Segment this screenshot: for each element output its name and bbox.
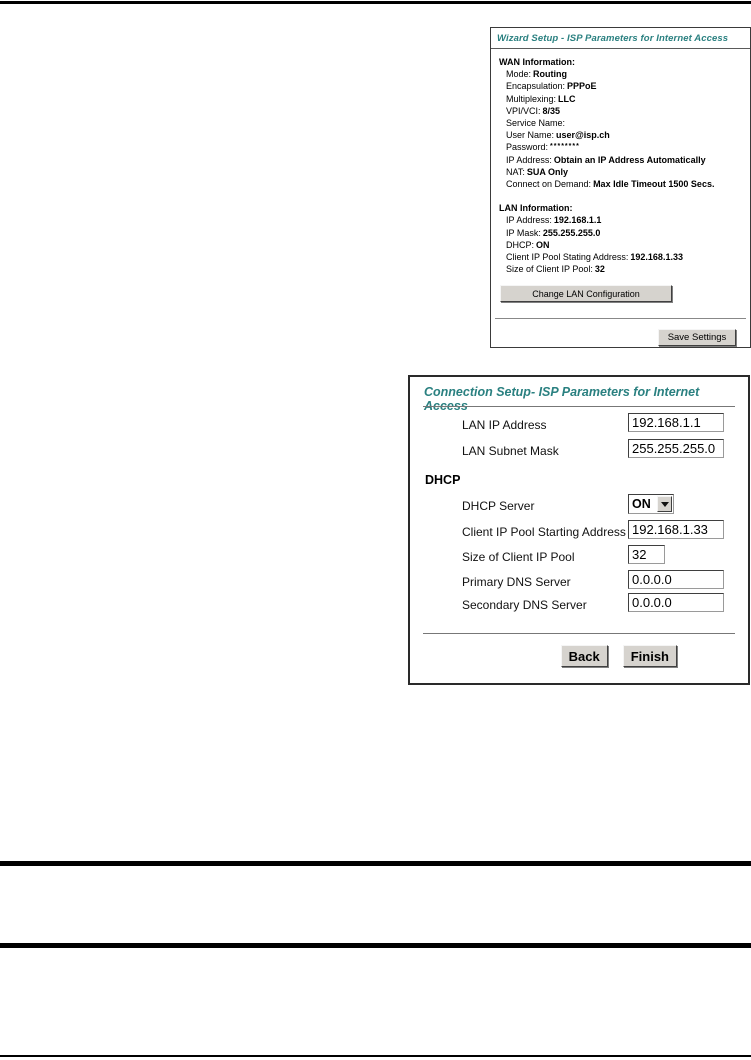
primary-dns-input[interactable]	[628, 570, 724, 589]
dhcp-server-label: DHCP Server	[462, 499, 535, 513]
lan-row-dhcp: DHCP: ON	[506, 239, 550, 250]
wan-row-password: Password: ********	[506, 142, 580, 153]
lan-row-ip-mask: IP Mask: 255.255.255.0	[506, 227, 601, 238]
secondary-dns-input[interactable]	[628, 593, 724, 612]
wan-information-heading: WAN Information:	[499, 57, 575, 67]
lan-ip-address-row	[410, 413, 748, 439]
client-pool-start-row	[410, 520, 748, 546]
lan-information-heading: LAN Information:	[499, 203, 573, 214]
wan-row-service-name: Service Name:	[506, 118, 566, 129]
change-lan-configuration-button[interactable]: Change LAN Configuration	[500, 285, 672, 302]
page-bottom-rule	[0, 1055, 751, 1057]
pool-size-row	[410, 545, 748, 571]
dhcp-server-row	[410, 494, 748, 520]
client-pool-start-label: Client IP Pool Starting Address	[462, 525, 626, 539]
wan-row-connect-on-demand: Connect on Demand: Max Idle Timeout 1500 Secs.	[506, 179, 715, 190]
back-button[interactable]: Back	[561, 645, 608, 667]
wan-row-nat: NAT: SUA Only	[506, 166, 569, 177]
wan-row-ip-address: IP Address: Obtain an IP Address Automatically	[506, 154, 706, 165]
wizard-footer-divider	[495, 318, 746, 319]
page-top-rule	[0, 1, 751, 4]
wizard-setup-body	[491, 49, 750, 302]
section-divider-rule-2	[0, 943, 751, 948]
lan-row-ip-address: IP Address: 192.168.1.1	[506, 215, 602, 226]
secondary-dns-label: Secondary DNS Server	[462, 598, 587, 612]
secondary-dns-row	[410, 593, 748, 619]
wan-row-vpi-vci: VPI/VCI: 8/35	[506, 105, 561, 116]
lan-row-client-pool-start: Client IP Pool Stating Address: 192.168.1.33	[506, 252, 683, 263]
section-divider-rule-1	[0, 861, 751, 866]
form-footer-divider	[423, 633, 735, 634]
primary-dns-label: Primary DNS Server	[462, 575, 571, 589]
header-divider	[423, 406, 735, 407]
dhcp-server-selected-value: ON	[632, 497, 651, 511]
connection-setup-panel	[408, 375, 750, 685]
client-pool-start-input[interactable]	[628, 520, 724, 539]
lan-ip-address-input[interactable]	[628, 413, 724, 432]
dhcp-heading: DHCP	[425, 473, 461, 487]
pool-size-label: Size of Client IP Pool	[462, 550, 575, 564]
wan-row-multiplexing: Multiplexing: LLC	[506, 93, 576, 104]
pool-size-input[interactable]	[628, 545, 665, 564]
form-buttons	[410, 645, 677, 667]
wizard-setup-panel	[490, 27, 751, 348]
connection-setup-title: Connection Setup- ISP Parameters for Internet Access	[424, 385, 700, 413]
lan-subnet-mask-row	[410, 439, 748, 465]
save-settings-button[interactable]: Save Settings	[658, 329, 736, 346]
lan-subnet-mask-label: LAN Subnet Mask	[462, 444, 559, 458]
wizard-setup-title: Wizard Setup - ISP Parameters for Internet Access	[491, 28, 750, 49]
wan-row-user-name: User Name: user@isp.ch	[506, 130, 610, 141]
finish-button[interactable]: Finish	[623, 645, 677, 667]
wan-row-mode: Mode: Routing	[506, 69, 568, 80]
lan-subnet-mask-input[interactable]	[628, 439, 724, 458]
dhcp-server-select[interactable]	[628, 494, 674, 514]
lan-ip-address-label: LAN IP Address	[462, 418, 547, 432]
wan-row-encapsulation: Encapsulation: PPPoE	[506, 81, 597, 92]
chevron-down-icon[interactable]	[657, 496, 672, 512]
lan-row-pool-size: Size of Client IP Pool: 32	[506, 264, 605, 275]
